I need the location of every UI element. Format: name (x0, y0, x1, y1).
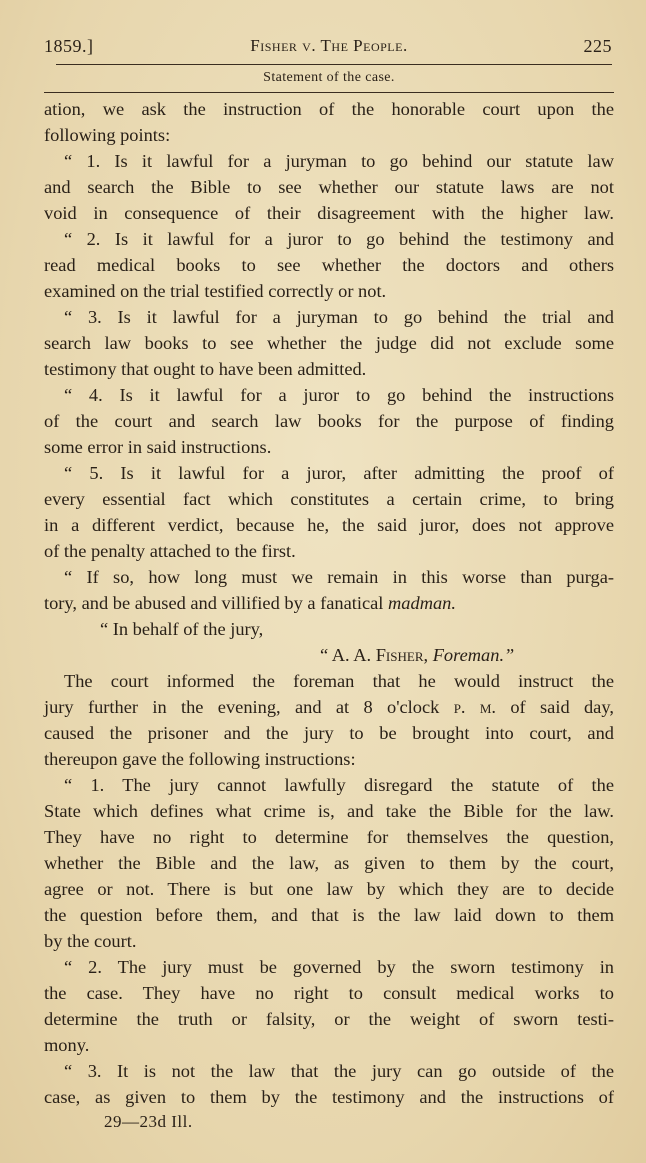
text-line: following points: (44, 125, 171, 145)
text-line: State which defines what crime is, and take the Bible for the law. (44, 801, 614, 821)
text-line: the question before them, and that is the law laid down to them (44, 905, 614, 925)
signature-prefix: “ A. A. (320, 645, 372, 665)
text-line: “ 4. Is it lawful for a juror to go behind the instructions (64, 385, 614, 405)
text-line: “ 5. Is it lawful for a juror, after admitting the proof of (64, 463, 614, 483)
text-line: The court informed the foreman that he would instruct the (64, 671, 614, 691)
text-fragment: tory, and be abused and villified by a fanatical (44, 593, 384, 613)
signature-mark: 29—23d Ill. (104, 1112, 193, 1131)
text-line: the case. They have no right to consult medical works to (44, 983, 614, 1003)
text-line: “ 1. The jury cannot lawfully disregard the statute of the (64, 775, 614, 795)
running-header (44, 36, 614, 60)
text-line: in a different verdict, because he, the said juror, does not approve (44, 515, 614, 535)
text-line: caused the prisoner and the jury to be brought into court, and (44, 723, 614, 743)
text-line: every essential fact which constitutes a certain crime, to bring (44, 489, 614, 509)
text-line: case, as given to them by the testimony and the instructions of (44, 1087, 614, 1107)
text-line: “ 1. Is it lawful for a juryman to go behind our statute law (64, 151, 614, 171)
text-line: and search the Bible to see whether our statute laws are not (44, 177, 614, 197)
text-line: some error in said instructions. (44, 437, 272, 457)
time-abbrev: p. m. (453, 697, 497, 717)
text-line: “ In behalf of the jury, (100, 619, 264, 639)
text-fragment: of said day, (510, 697, 614, 717)
subheading-rule (44, 92, 614, 93)
text-line: read medical books to see whether the doctors and others (44, 255, 614, 275)
text-line: ation, we ask the instruction of the honorable court upon the (44, 99, 614, 119)
text-line: void in consequence of their disagreement with the higher law. (44, 203, 614, 223)
header-date: 1859.] (44, 36, 94, 56)
text-line: search law books to see whether the judge did not exclude some (44, 333, 614, 353)
text-line: of the court and search law books for the purpose of finding (44, 411, 614, 431)
text-line: They have no right to determine for themselves the question, (44, 827, 614, 847)
text-line: by the court. (44, 931, 137, 951)
signature-line (44, 642, 614, 668)
text-line: “ If so, how long must we remain in this worse than purga- (64, 567, 614, 587)
text-line: examined on the trial testified correctly or not. (44, 281, 387, 301)
signature-name: Fisher, (375, 645, 429, 665)
book-page (44, 0, 614, 1163)
text-line: “ 3. It is not the law that the jury can go outside of the (64, 1061, 614, 1081)
page-number: 225 (583, 36, 612, 56)
text-line (44, 590, 614, 616)
text-line: “ 2. Is it lawful for a juror to go behind the testimony and (64, 229, 614, 249)
text-line: mony. (44, 1035, 90, 1055)
text-line (44, 694, 614, 720)
header-rule (56, 64, 612, 65)
text-line: “ 3. Is it lawful for a juryman to go behind the trial and (64, 307, 614, 327)
body-text (44, 96, 614, 1110)
text-fragment: jury further in the evening, and at 8 o'clock (44, 697, 440, 717)
text-line: determine the truth or falsity, or the weight of sworn testi- (44, 1009, 614, 1029)
text-line: of the penalty attached to the first. (44, 541, 296, 561)
text-line: whether the Bible and the law, as given to them by the court, (44, 853, 614, 873)
italic-word: madman. (388, 593, 456, 613)
text-line: agree or not. There is but one law by which they are to decide (44, 879, 614, 899)
text-line: testimony that ought to have been admitted. (44, 359, 367, 379)
header-case-title: Fisher v. The People. (250, 36, 408, 55)
text-line: “ 2. The jury must be governed by the sworn testimony in (64, 957, 614, 977)
section-subheading: Statement of the case. (263, 70, 395, 85)
text-line: thereupon gave the following instructions: (44, 749, 356, 769)
signature-role: Foreman.” (432, 645, 515, 665)
